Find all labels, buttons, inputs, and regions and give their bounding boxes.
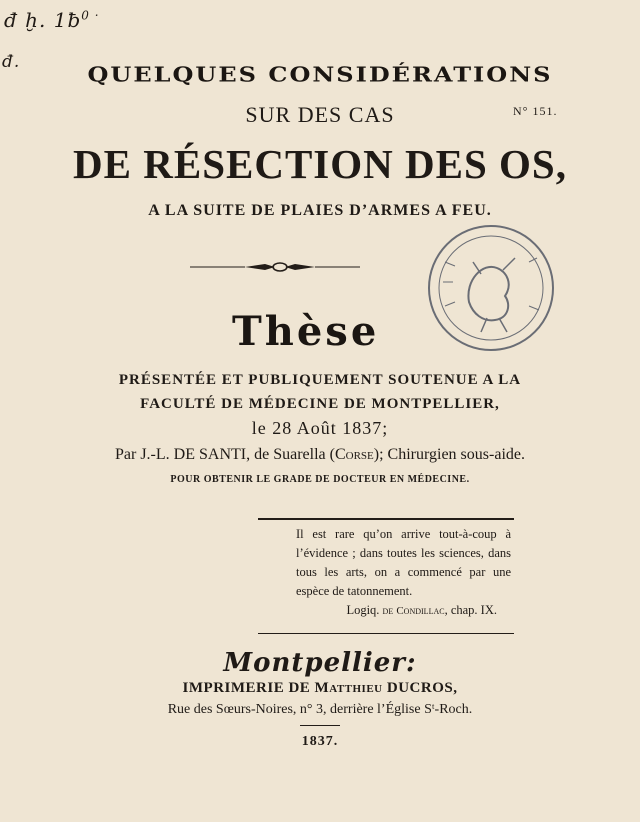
title-main: DE RÉSECTION DES OS, bbox=[73, 141, 567, 187]
top-rule bbox=[258, 518, 514, 520]
city-heading: Montpellier: bbox=[223, 648, 417, 678]
printer-prefix: IMPRIMERIE DE bbox=[182, 680, 315, 696]
printer-name: Matthieu bbox=[314, 680, 383, 696]
handwritten-mark-left: đ bbox=[4, 8, 26, 32]
printer-address: Rue des Sœurs-Noires, n° 3, derrière l’Église Sᵗ-Roch. bbox=[167, 702, 473, 717]
library-stamp bbox=[425, 222, 557, 354]
thesis-heading: Thèse bbox=[232, 308, 380, 355]
handwritten-shelfmark: ḫ. 1ƀ bbox=[25, 8, 82, 32]
ornamental-divider bbox=[190, 260, 360, 274]
presentation-line-1: PRÉSENTÉE ET PUBLIQUEMENT SOUTENUE A LA bbox=[118, 372, 522, 388]
handwritten-superscript: 0 · bbox=[81, 8, 100, 23]
catalog-number: N° 151. bbox=[513, 104, 558, 118]
title-line-4: A LA SUITE DE PLAIES D’ARMES A FEU. bbox=[148, 202, 492, 219]
small-rule bbox=[300, 725, 340, 726]
degree-line: POUR OBTENIR LE GRADE DE DOCTEUR EN MÉDECINE. bbox=[170, 474, 470, 485]
epigraph-source bbox=[296, 601, 511, 621]
author-line bbox=[0, 446, 640, 464]
epigraph-text: Il est rare qu’on arrive tout-à-coup à l’évidence ; dans toutes les sciences, dans tous les arts, on a commencé par une espèce de tatonnement. bbox=[296, 527, 511, 598]
epigraph-source-suffix: , chap. IX. bbox=[444, 603, 497, 617]
epigraph bbox=[296, 525, 511, 621]
presentation-line-2: FACULTÉ DE MÉDECINE DE MONTPELLIER, bbox=[140, 396, 500, 412]
bottom-rule bbox=[258, 633, 514, 634]
title-line-2: SUR DES CAS bbox=[245, 102, 395, 127]
handwritten-note bbox=[4, 8, 100, 32]
epigraph-source-author: Condillac bbox=[396, 605, 445, 617]
handwritten-mark: đ. bbox=[2, 52, 21, 72]
defense-date: le 28 Août 1837; bbox=[251, 418, 389, 438]
publication-year: 1837. bbox=[301, 734, 339, 749]
printer-line bbox=[0, 680, 640, 697]
author-suffix: ); Chirurgien sous-aide. bbox=[373, 446, 525, 463]
epigraph-source-de: de bbox=[382, 605, 394, 617]
title-line-1: QUELQUES CONSIDÉRATIONS bbox=[87, 62, 553, 87]
author-prefix: Par J.-L. DE SANTI, de Suarella ( bbox=[115, 446, 335, 463]
printer-suffix: DUCROS, bbox=[382, 680, 458, 696]
epigraph-source-prefix: Logiq. bbox=[346, 603, 380, 617]
author-place: Corse bbox=[334, 446, 374, 463]
